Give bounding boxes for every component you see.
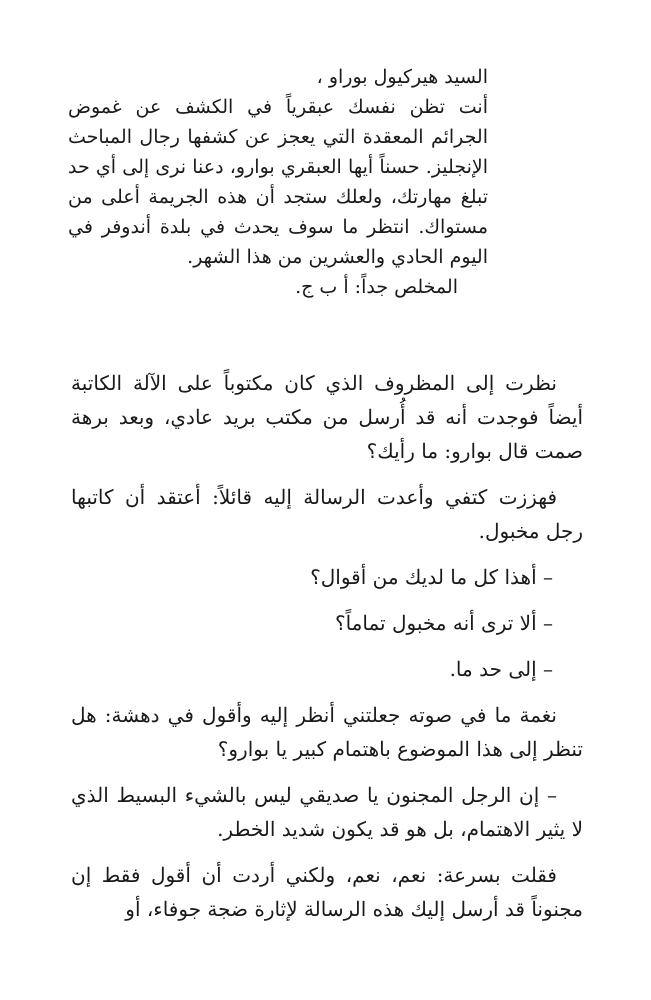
dialog-line: – إلى حد ما.: [449, 657, 553, 681]
paragraph-shrug: فهززت كتفي وأعدت الرسالة إليه قائلاً: أعتقد أن كاتبها رجل مخبول.: [71, 485, 583, 543]
letter-body: أنت تظن نفسك عبقرياً في الكشف عن غموض الجرائم المعقدة التي يعجز عن كشفها رجال المباحث الإنجليز. حسناً أيها العبقري بوارو، دعنا نرى إلى أي حد تبلغ مهارتك، ولعلك ستجد أن هذه الجريمة أعلى من مستواك. انتظر ما سوف يحدث في بلدة أندوفر في اليوم الحادي والعشرين من هذا الشهر.: [68, 96, 488, 268]
quoted-letter: [68, 62, 488, 302]
letter-signoff: المخلص جداً: أ ب ج.: [295, 276, 458, 298]
letter-salutation: السيد هيركيول بوراو ،: [316, 66, 488, 88]
paragraph-envelope: نظرت إلى المظروف الذي كان مكتوباً على الآلة الكاتبة أيضاً فوجدت أنه قد أُرسل من مكتب بريد عادي، وبعد برهة صمت قال بوارو: ما رأيك؟: [71, 371, 583, 463]
paragraph-tone: نغمة ما في صوته جعلتني أنظر إليه وأقول في دهشة: هل تنظر إلى هذا الموضوع باهتمام كبير يا بوارو؟: [71, 703, 583, 761]
dialog-line: – ألا ترى أنه مخبول تماماً؟: [334, 611, 553, 635]
narrative-text: [71, 366, 583, 938]
dialog-line: – أهذا كل ما لديك من أقوال؟: [310, 565, 553, 589]
paragraph-reply: فقلت بسرعة: نعم، نعم، ولكني أردت أن أقول فقط إن مجنوناً قد أرسل إليك هذه الرسالة لإثارة ضجة جوفاء، أو: [71, 863, 583, 921]
paragraph-madman: – إن الرجل المجنون يا صديقي ليس بالشيء البسيط الذي لا يثير الاهتمام، بل هو قد يكون شديد الخطر.: [71, 783, 583, 841]
